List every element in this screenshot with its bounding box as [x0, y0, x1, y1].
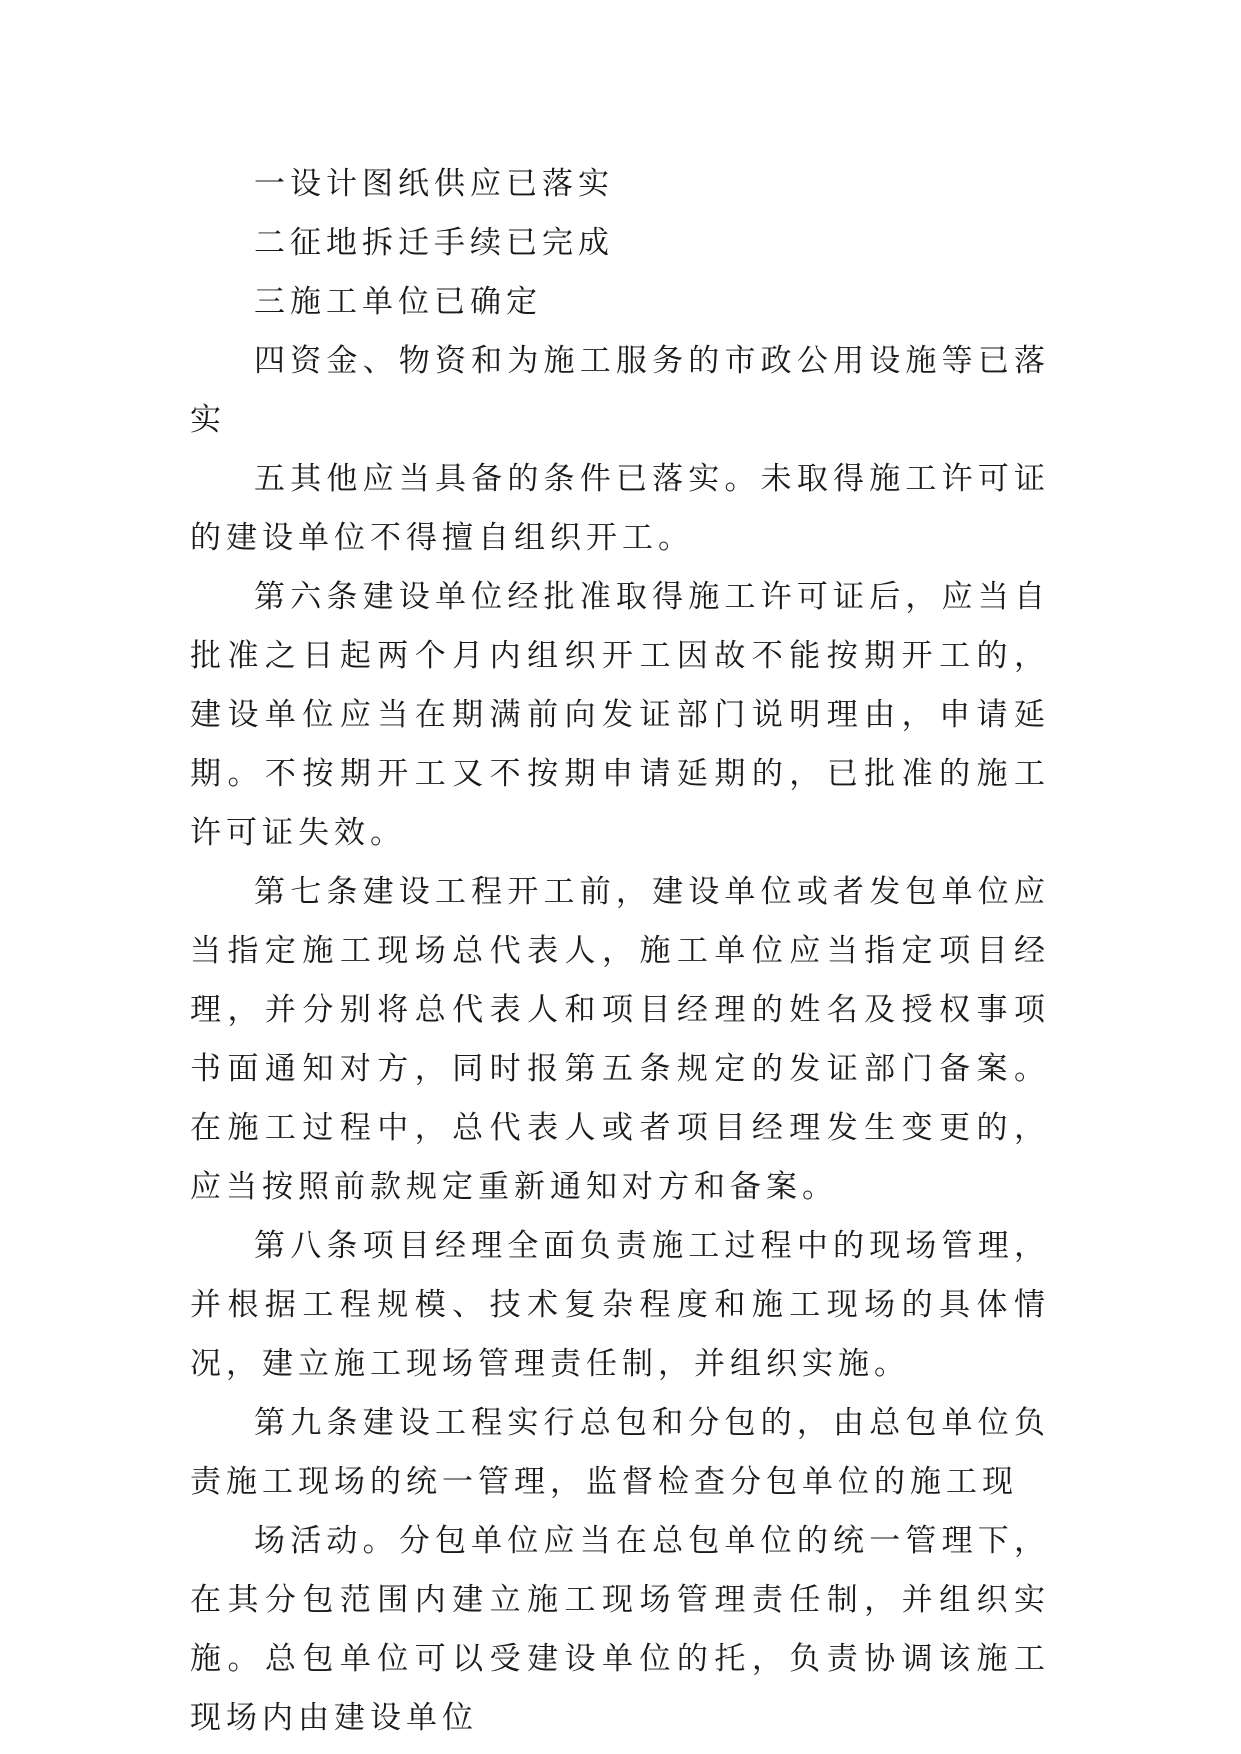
- paragraph-item-1: 一设计图纸供应已落实: [254, 166, 614, 202]
- paragraph-article-9-continued: 场活动。分包单位应当在总包单位的统一管理下，在其分包范围内建立施工现场管理责任制，并组织实施。总包单位可以受建设单位的托，负责协调该施工现场内由建设单位: [190, 1523, 1050, 1736]
- paragraph-article-6: 第六条建设单位经批准取得施工许可证后，应当自批准之日起两个月内组织开工因故不能按期开工的，建设单位应当在期满前向发证部门说明理由，申请延期。不按期开工又不按期申请延期的，已批准的施工许可证失效。: [190, 579, 1050, 851]
- paragraph-article-9: 第九条建设工程实行总包和分包的，由总包单位负责施工现场的统一管理，监督检查分包单位的施工现: [190, 1405, 1050, 1500]
- paragraph-item-5: 五其他应当具备的条件已落实。未取得施工许可证的建设单位不得擅自组织开工。: [190, 461, 1050, 556]
- document-body: [190, 155, 1050, 1748]
- paragraph-item-4: 四资金、物资和为施工服务的市政公用设施等已落实: [190, 343, 1050, 438]
- paragraph-article-8: 第八条项目经理全面负责施工过程中的现场管理，并根据工程规模、技术复杂程度和施工现场的具体情况，建立施工现场管理责任制，并组织实施。: [190, 1228, 1050, 1382]
- paragraph-article-7: 第七条建设工程开工前，建设单位或者发包单位应当指定施工现场总代表人，施工单位应当指定项目经理，并分别将总代表人和项目经理的姓名及授权事项书面通知对方，同时报第五条规定的发证部门备案。在施工过程中，总代表人或者项目经理发生变更的，应当按照前款规定重新通知对方和备案。: [190, 874, 1050, 1205]
- paragraph-item-3: 三施工单位已确定: [254, 284, 542, 320]
- paragraph-item-2: 二征地拆迁手续已完成: [254, 225, 614, 261]
